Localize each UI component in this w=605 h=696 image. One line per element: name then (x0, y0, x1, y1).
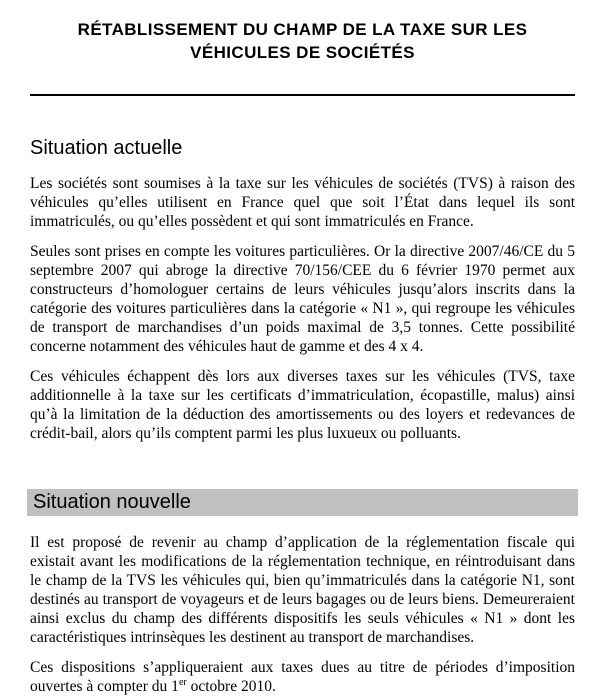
effective-date-text-before: Ces dispositions s’appliqueraient aux taxes dues au titre de périodes d’imposition ouvertes à compter du 1 (30, 659, 575, 695)
section-situation-nouvelle (30, 489, 575, 696)
title-divider-rule (30, 94, 575, 96)
ordinal-superscript: er (178, 676, 187, 688)
paragraph-effective-date (30, 658, 575, 696)
effective-date-text-after: octobre 2010. (186, 678, 276, 695)
paragraph-tvs-scope: Les sociétés sont soumises à la taxe sur les véhicules de sociétés (TVS) à raison des véhicules qu’elles utilisent en France quel que soit l’État dans lequel ils sont immatriculés, ou qu’elles possèdent et qui sont immatriculés en France. (30, 175, 575, 230)
paragraph-proposal: Il est proposé de revenir au champ d’application de la réglementation fiscale qui existait avant les modifications de la réglementation technique, en réintroduisant dans le champ de la TVS les véhicules qui, bien qu’immatriculés dans la catégorie N1, sont destinés au transport de voyageurs et de leurs bagages ou de leurs biens. Demeureraient ainsi exclus du champ des différents dispositifs les seuls véhicules « N1 » dont les caractéristiques intrinsèques les destinent au transport de marchandises. (30, 534, 575, 646)
section-heading-situation-actuelle: Situation actuelle (30, 137, 183, 159)
paragraph-directive-n1: Seules sont prises en compte les voitures particulières. Or la directive 2007/46/CE du 5 septembre 2007 qui abroge la directive 70/156/CEE du 6 février 1970 permet aux constructeurs d’homologuer certains de leurs véhicules jusqu’alors inscrits dans la catégorie des voitures particulières dans la catégorie « N1 », qui regroupe les véhicules de transport de marchandises d’un poids maximal de 3,5 tonnes. Cette possibilité concerne notamment des véhicules haut de gamme et des 4 x 4. (30, 243, 575, 355)
section-situation-actuelle (30, 138, 575, 443)
section-heading-situation-nouvelle: Situation nouvelle (27, 489, 578, 516)
paragraph-tax-avoidance: Ces véhicules échappent dès lors aux diverses taxes sur les véhicules (TVS, taxe additionnelle à la taxe sur les certificats d’immatriculation, écopastille, malus) ainsi qu’à la limitation de la déduction des amortissements ou des loyers et redevances de crédit-bail, alors qu’ils comptent parmi les plus luxueux ou polluants. (30, 368, 575, 442)
document-title: RÉTABLISSEMENT DU CHAMP DE LA TAXE SUR LES VÉHICULES DE SOCIÉTÉS (77, 20, 528, 62)
